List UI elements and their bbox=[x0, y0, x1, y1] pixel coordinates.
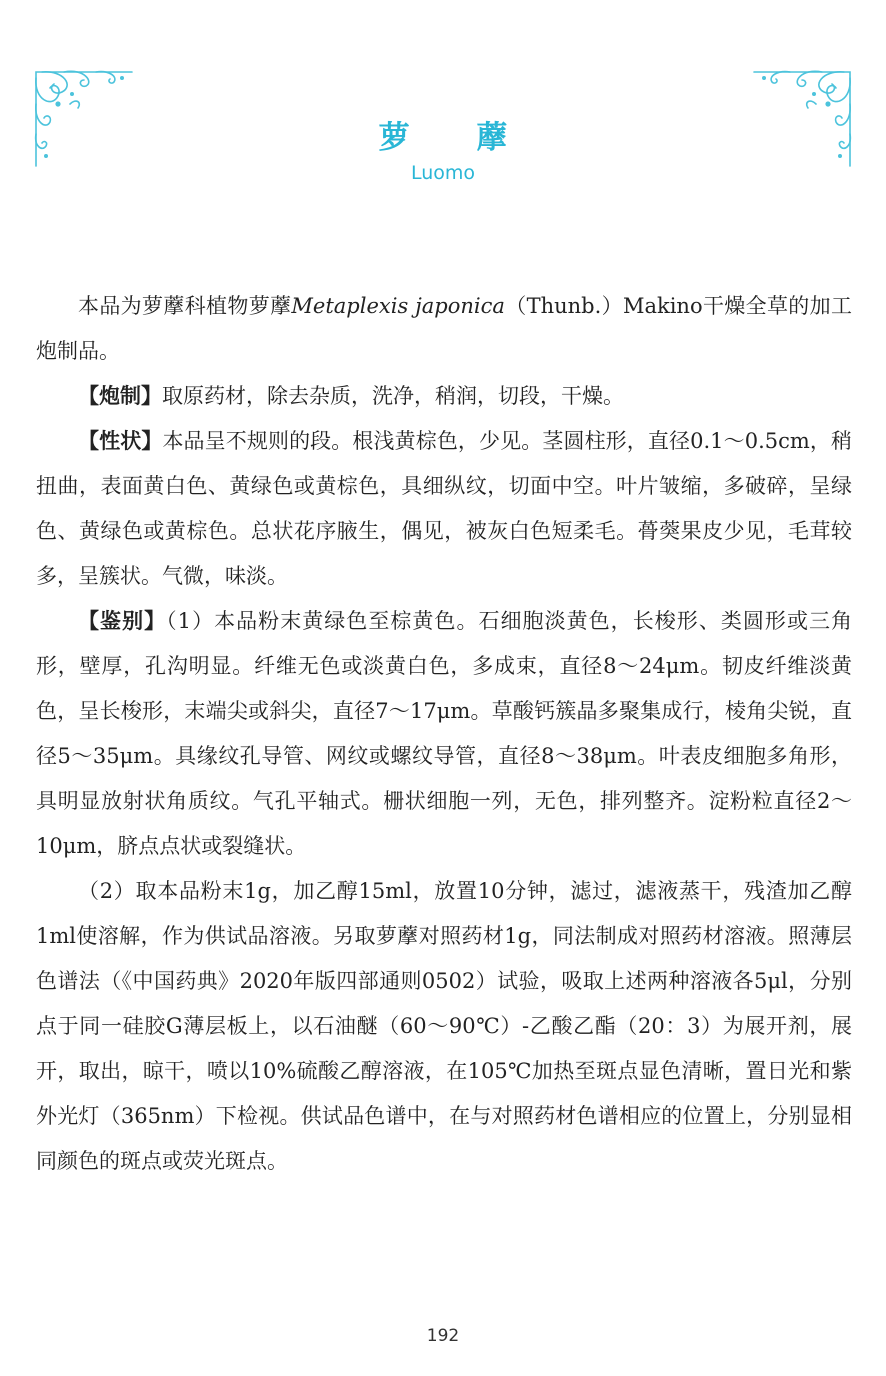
page-title: 萝 藦 bbox=[378, 120, 536, 156]
processing-heading: 【炮制】 bbox=[78, 384, 162, 408]
page-number: 192 bbox=[426, 1326, 460, 1346]
identification-text-2: （2）取本品粉末1g，加乙醇15ml，放置10分钟，滤过，滤液蒸干，残渣加乙醇1ml使溶解，作为供试品溶液。另取萝藦对照药材1g，同法制成对照药材溶液。照薄层色谱法（《中国药典》2020年版四部通则0502）试验，吸取上述两种溶液各5μl，分别点于同一硅胶G薄层板上，以石油醚（60～90℃）-乙酸乙酯（20：3）为展开剂，展开，取出，晾干，喷以10%硫酸乙醇溶液，在105℃加热至斑点显色清晰，置日光和紫外光灯（365nm）下检视。供试品色谱中，在与对照药材色谱相应的位置上，分别显相同颜色的斑点或荧光斑点。 bbox=[36, 879, 852, 1173]
processing-text: 取原药材，除去杂质，洗净，稍润，切段，干燥。 bbox=[162, 384, 624, 408]
description-paragraph bbox=[36, 419, 852, 599]
description-text: 本品呈不规则的段。根浅黄棕色，少见。茎圆柱形，直径0.1～0.5cm，稍扭曲，表面黄白色、黄绿色或黄棕色，具细纵纹，切面中空。叶片皱缩，多破碎，呈绿色、黄绿色或黄棕色。总状花序腋生，偶见，被灰白色短柔毛。蓇葖果皮少见，毛茸较多，呈簇状。气微，味淡。 bbox=[36, 429, 853, 588]
processing-paragraph bbox=[36, 374, 852, 419]
monograph-body bbox=[36, 284, 852, 1184]
description-heading: 【性状】 bbox=[78, 429, 163, 453]
intro-text-2: （Thunb.）Makino干燥全草的加工炮制品。 bbox=[36, 294, 852, 363]
identification-paragraph-1 bbox=[36, 599, 852, 869]
intro-paragraph bbox=[36, 284, 852, 374]
latin-name: Metaplexis japonica bbox=[291, 294, 505, 318]
identification-text-1: （1）本品粉末黄绿色至棕黄色。石细胞淡黄色，长梭形、类圆形或三角形，壁厚，孔沟明显。纤维无色或淡黄白色，多成束，直径8～24μm。韧皮纤维淡黄色，呈长梭形，末端尖或斜尖，直径7～17μm。草酸钙簇晶多聚集成行，棱角尖锐，直径5～35μm。具缘纹孔导管、网纹或螺纹导管，直径8～38μm。叶表皮细胞多角形，具明显放射状角质纹。气孔平轴式。栅状细胞一列，无色，排列整齐。淀粉粒直径2～10μm，脐点点状或裂缝状。 bbox=[36, 609, 853, 858]
page-subtitle: Luomo bbox=[410, 162, 476, 184]
intro-text-1: 本品为萝藦科植物萝藦 bbox=[78, 294, 292, 318]
identification-heading: 【鉴别】 bbox=[78, 609, 167, 633]
identification-paragraph-2 bbox=[36, 869, 852, 1184]
